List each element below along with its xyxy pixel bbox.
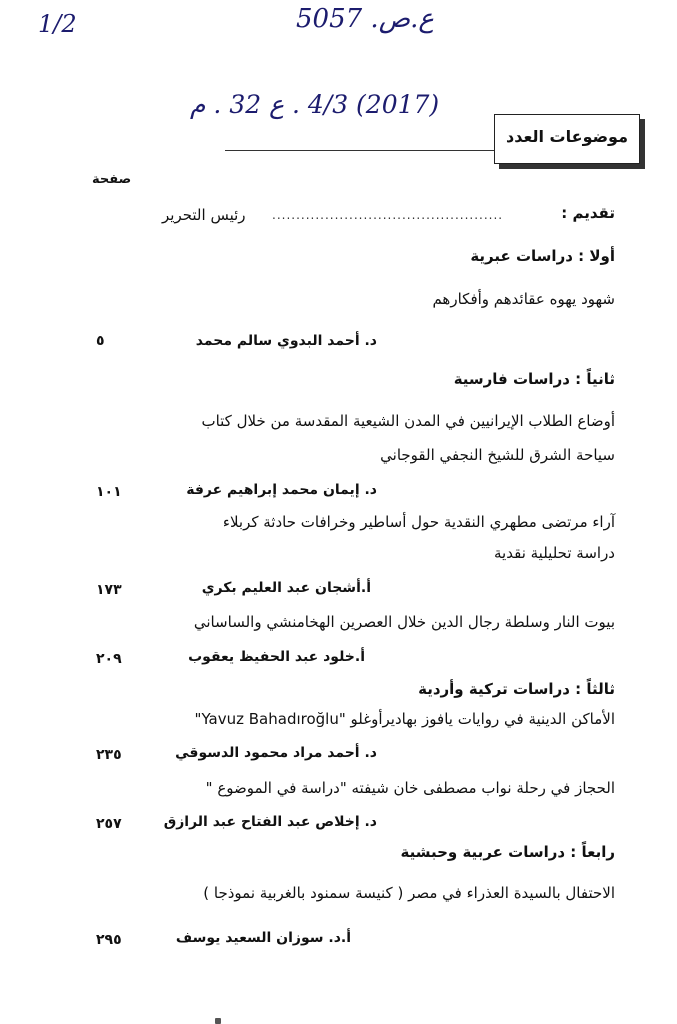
article-page-number: ١٧٣ <box>96 582 122 598</box>
intro-leader-dots: ................................................ <box>272 208 504 222</box>
article-author: أ.أشجان عبد العليم بكري <box>201 580 371 596</box>
article-page-number: ٢٣٥ <box>96 747 122 763</box>
section-heading: ثانياً : دراسات فارسية <box>453 370 615 388</box>
intro-label: تقديم : <box>561 204 615 222</box>
article-title-line: بيوت النار وسلطة رجال الدين خلال العصرين الهخامنشي والساساني <box>193 613 615 631</box>
article-page-number: ٢٩٥ <box>96 932 122 948</box>
article-title-line: أوضاع الطلاب الإيرانيين في المدن الشيعية المقدسة من خلال كتاب <box>201 412 615 430</box>
intro-author: رئيس التحرير <box>162 206 246 224</box>
article-title-line: الحجاز في رحلة نواب مصطفى خان شيفته "دراسة في الموضوع " <box>205 779 615 797</box>
section-heading: أولا : دراسات عبرية <box>470 247 615 265</box>
article-title-line: سياحة الشرق للشيخ النجفي القوجاني <box>380 446 615 464</box>
article-author: د. إخلاص عبد الفتاح عبد الرازق <box>163 814 377 830</box>
handwritten-page-mark: 1/2 <box>38 10 77 38</box>
title-underline <box>225 150 495 151</box>
article-page-number: ٢٥٧ <box>96 816 122 832</box>
page-column-label: صفحة <box>92 172 132 187</box>
article-page-number: ٥ <box>96 333 105 349</box>
article-title-line: شهود يهوه عقائدهم وأفكارهم <box>432 290 615 308</box>
section-heading: رابعاً : دراسات عربية وحبشية <box>400 843 615 861</box>
article-author: د. إيمان محمد إبراهيم عرفة <box>186 482 377 498</box>
article-title-line: آراء مرتضى مطهري النقدية حول أساطير وخرافات حادثة كربلاء <box>222 513 615 531</box>
article-title-line: الأماكن الدينية في روايات يافوز بهاديرأوغلو "Yavuz Bahadıroğlu" <box>194 710 615 728</box>
handwritten-issue-date: (2017) 4/3 . ع 32 . م <box>190 90 440 119</box>
article-author: أ.خلود عبد الحفيظ يعقوب <box>188 649 365 665</box>
contents-title-box <box>494 114 640 164</box>
article-author: د. أحمد مراد محمود الدسوقي <box>175 745 377 761</box>
article-title-line: الاحتفال بالسيدة العذراء في مصر ( كنيسة سمنود بالغربية نموذجا ) <box>203 884 615 902</box>
contents-title: موضوعات العدد <box>506 127 628 146</box>
scan-speck <box>215 1018 221 1024</box>
article-author: أ.د. سوزان السعيد يوسف <box>175 930 351 946</box>
article-title-line: دراسة تحليلية نقدية <box>494 544 615 562</box>
article-page-number: ١٠١ <box>96 484 122 500</box>
handwritten-accession-number: ع.ص. 5057 <box>296 4 434 34</box>
article-author: د. أحمد البدوي سالم محمد <box>195 333 377 349</box>
section-heading: ثالثاً : دراسات تركية وأردية <box>418 680 615 698</box>
article-page-number: ٢٠٩ <box>96 651 122 667</box>
